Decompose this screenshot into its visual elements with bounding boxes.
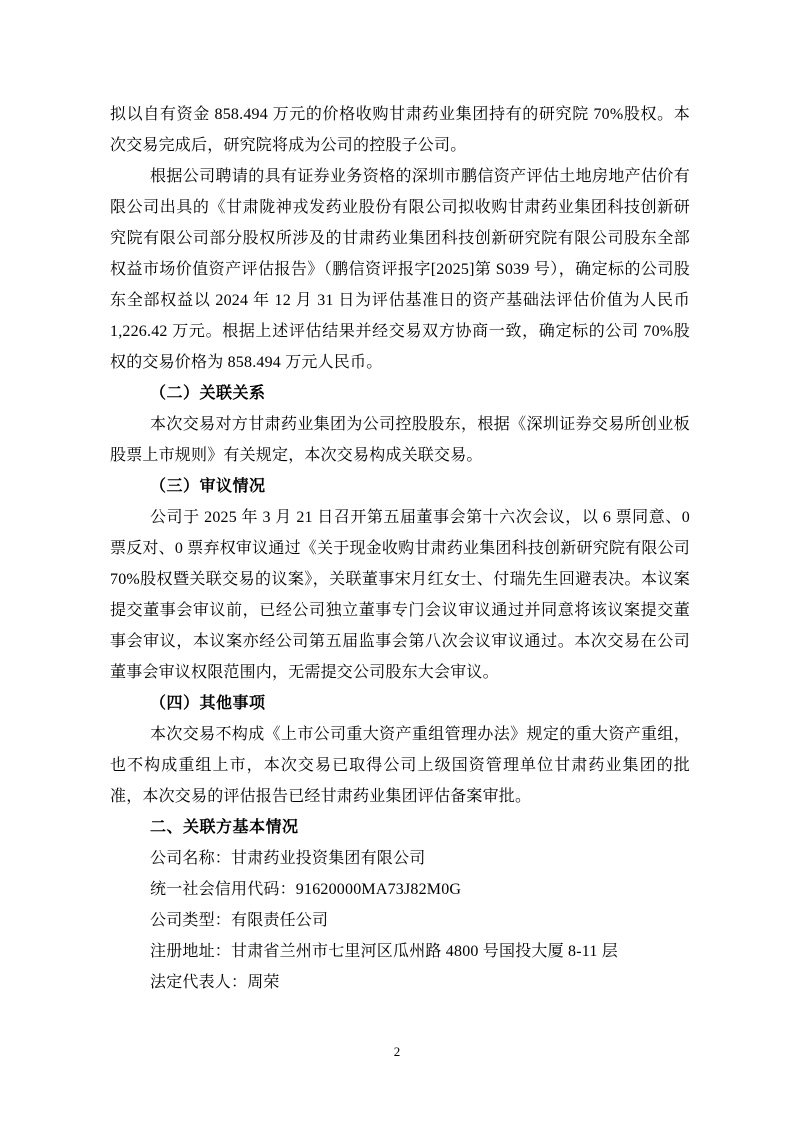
section-heading-counterparty-info: 二、关联方基本情况 bbox=[150, 819, 299, 836]
company-name-line: 公司名称：甘肃药业投资集团有限公司 bbox=[150, 850, 426, 867]
body-paragraph-review-status: 公司于 2025 年 3 月 21 日召开第五届董事会第十六次会议，以 6 票同意、0 票反对、0 票弃权审议通过《关于现金收购甘肃药业集团科技创新研究院有限公司 70%股权暨关联交易的议案》，关联董事宋月红女士、付瑞先生回避表决。本议案提交董事会审议前，已经公司独立董事专门会议审议通过并同意将该议案提交董事会审议，本议案亦经公司第五届监事会第八次会议审议通过。本次交易在公司董事会审议权限范围内，无需提交公司股东大会审议。 bbox=[110, 509, 690, 681]
section-heading-other-matters: （四）其他事项 bbox=[150, 695, 266, 712]
body-paragraph-continuation: 拟以自有资金 858.494 万元的价格收购甘肃药业集团持有的研究院 70%股权。本次交易完成后，研究院将成为公司的控股子公司。 bbox=[110, 106, 690, 154]
registered-address-line: 注册地址：甘肃省兰州市七里河区瓜州路 4800 号国投大厦 8-11 层 bbox=[150, 943, 618, 960]
legal-representative-line: 法定代表人：周荣 bbox=[150, 974, 280, 991]
section-heading-review-status: （三）审议情况 bbox=[150, 478, 266, 495]
company-type-line: 公司类型：有限责任公司 bbox=[150, 912, 329, 929]
body-paragraph-valuation: 根据公司聘请的具有证券业务资格的深圳市鹏信资产评估土地房地产估价有限公司出具的《甘肃陇神戎发药业股份有限公司拟收购甘肃药业集团科技创新研究院有限公司部分股权所涉及的甘肃药业集团科技创新研究院有限公司股东全部权益市场价值资产评估报告》（鹏信资评报字[2025]第 S039 号），确定标的公司股东全部权益以 2024 年 12 月 31 日为评估基准日的资产基础法评估价值为人民币 1,226.42 万元。根据上述评估结果并经交易双方协商一致，确定标的公司 70%股权的交易价格为 858.494 万元人民币。 bbox=[110, 168, 690, 371]
section-heading-related-relationship: （二）关联关系 bbox=[150, 385, 266, 402]
body-paragraph-related-relationship: 本次交易对方甘肃药业集团为公司控股股东，根据《深圳证券交易所创业板股票上市规则》有关规定，本次交易构成关联交易。 bbox=[110, 416, 690, 464]
page-number: 2 bbox=[393, 1044, 401, 1059]
document-body bbox=[110, 99, 690, 998]
body-paragraph-other-matters: 本次交易不构成《上市公司重大资产重组管理办法》规定的重大资产重组，也不构成重组上市，本次交易已取得公司上级国资管理单位甘肃药业集团的批准，本次交易的评估报告已经甘肃药业集团评估备案审批。 bbox=[110, 726, 690, 805]
credit-code-line: 统一社会信用代码：91620000MA73J82M0G bbox=[150, 881, 462, 898]
